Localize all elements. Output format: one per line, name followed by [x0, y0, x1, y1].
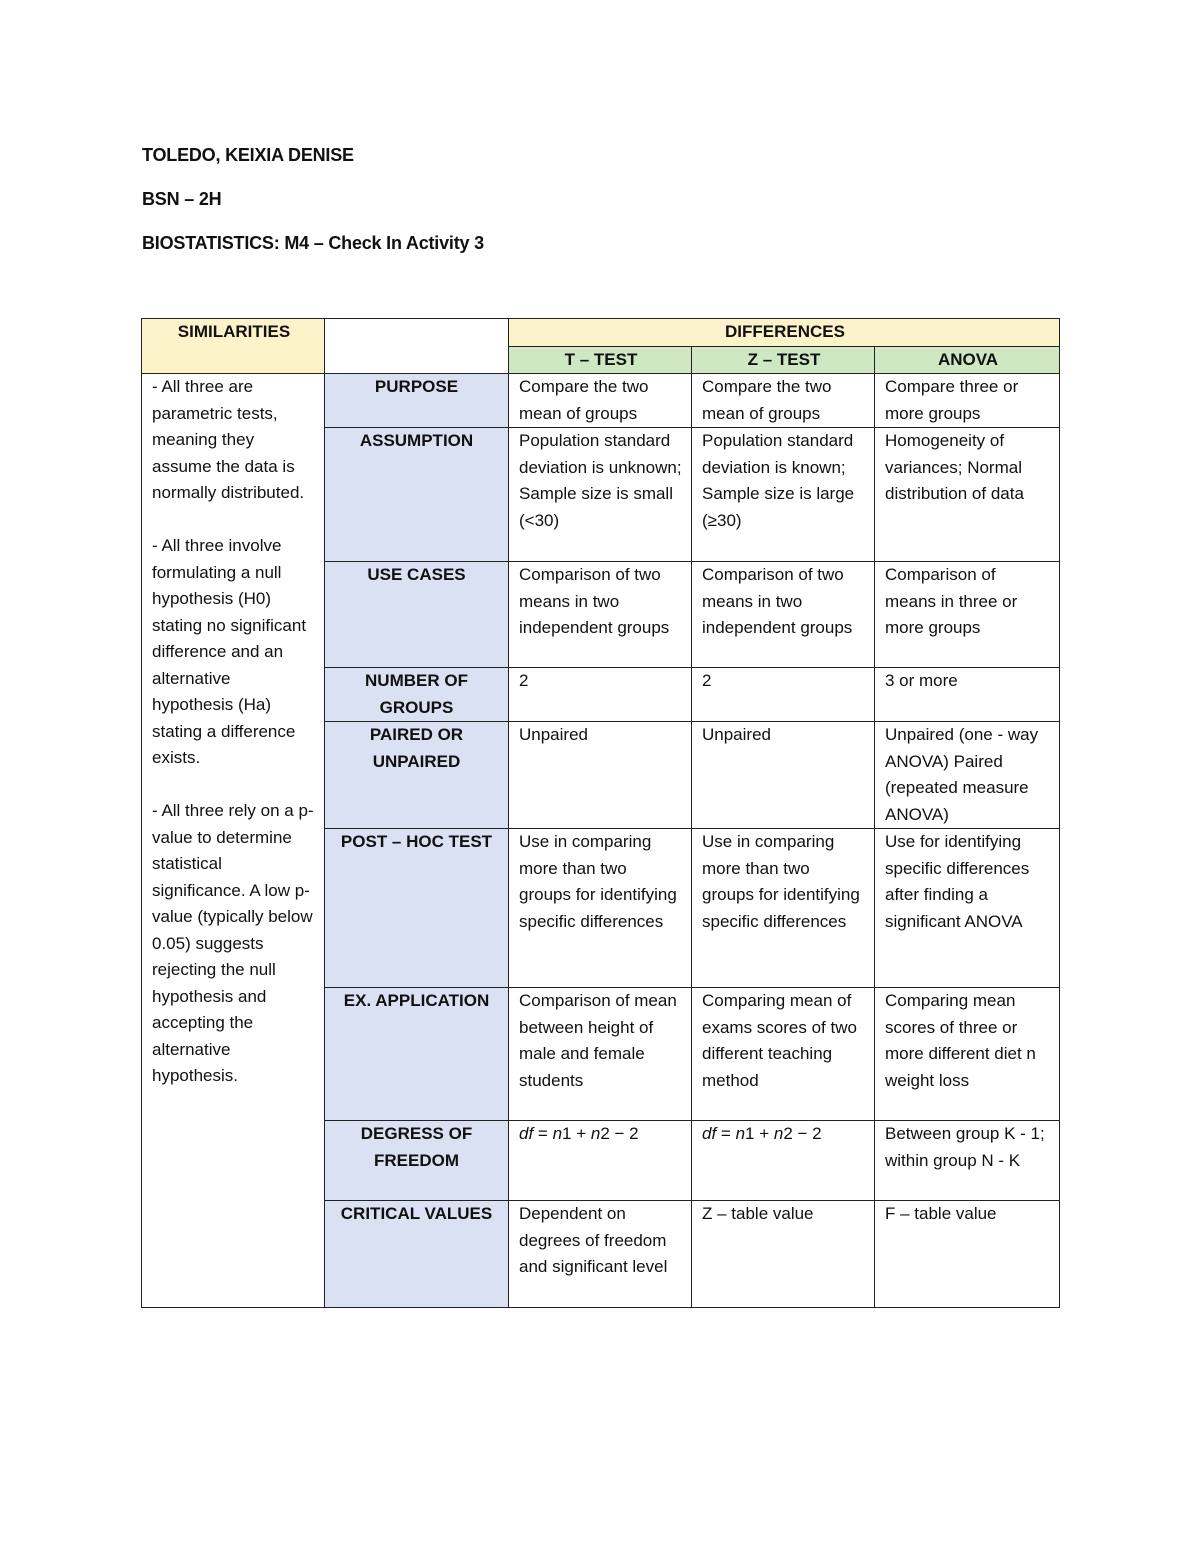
n-symbol: n — [735, 1124, 746, 1143]
formula-part: = — [716, 1124, 736, 1143]
z-test-cell — [692, 1121, 875, 1201]
t-test-cell: Use in comparing more than two groups for identifying specific differences — [509, 829, 692, 988]
blank-header-cell — [325, 319, 509, 374]
z-test-cell: 2 — [692, 668, 875, 722]
row-label-assumption: ASSUMPTION — [325, 428, 509, 562]
z-test-cell: Unpaired — [692, 722, 875, 829]
formula-part: 2 − 2 — [600, 1124, 639, 1143]
row-label-post-hoc-test: POST – HOC TEST — [325, 829, 509, 988]
anova-cell: Between group K - 1; within group N - K — [875, 1121, 1060, 1201]
student-name: TOLEDO, KEIXIA DENISE — [142, 145, 354, 165]
anova-cell: Compare three or more groups — [875, 374, 1060, 428]
t-test-cell: Comparison of two means in two independent groups — [509, 562, 692, 668]
similarity-item: - All three rely on a p-value to determine statistical significance. A low p-value (typically below 0.05) suggests rejecting the null hypothesis and accepting the alternative hypothesis. — [152, 801, 314, 1085]
similarities-cell — [142, 374, 325, 1308]
z-test-cell: Use in comparing more than two groups for identifying specific differences — [692, 829, 875, 988]
t-test-cell: 2 — [509, 668, 692, 722]
formula-part: 2 − 2 — [783, 1124, 822, 1143]
column-header-anova: ANOVA — [875, 346, 1060, 374]
t-test-cell: Population standard deviation is unknown; Sample size is small (<30) — [509, 428, 692, 562]
t-test-cell: Compare the two mean of groups — [509, 374, 692, 428]
row-label-critical-values: CRITICAL VALUES — [325, 1201, 509, 1308]
anova-cell: Comparison of means in three or more groups — [875, 562, 1060, 668]
similarities-header: SIMILARITIES — [142, 319, 325, 374]
activity-title: BIOSTATISTICS: M4 – Check In Activity 3 — [142, 233, 484, 253]
z-test-cell: Compare the two mean of groups — [692, 374, 875, 428]
t-test-cell — [509, 1121, 692, 1201]
anova-cell: F – table value — [875, 1201, 1060, 1308]
column-header-z-test: Z – TEST — [692, 346, 875, 374]
anova-cell: Comparing mean scores of three or more different diet n weight loss — [875, 988, 1060, 1121]
similarity-item: - All three involve formulating a null hypothesis (H0) stating no significant difference and an alternative hypothesis (Ha) stating a difference exists. — [152, 536, 307, 767]
df-symbol: df — [519, 1124, 534, 1143]
anova-cell: Unpaired (one - way ANOVA) Paired (repeated measure ANOVA) — [875, 722, 1060, 829]
row-label-ex-application: EX. APPLICATION — [325, 988, 509, 1121]
row-label-purpose: PURPOSE — [325, 374, 509, 428]
df-symbol: df — [702, 1124, 717, 1143]
table-header-row — [142, 319, 1060, 347]
similarity-item: - All three are parametric tests, meaning they assume the data is normally distributed. — [152, 377, 305, 502]
row-label-degrees-of-freedom: DEGRESS OF FREEDOM — [325, 1121, 509, 1201]
z-test-cell: Z – table value — [692, 1201, 875, 1308]
student-section: BSN – 2H — [142, 189, 222, 209]
anova-cell: 3 or more — [875, 668, 1060, 722]
differences-header: DIFFERENCES — [509, 319, 1060, 347]
formula-part: 1 + — [745, 1124, 774, 1143]
anova-cell: Homogeneity of variances; Normal distribution of data — [875, 428, 1060, 562]
anova-cell: Use for identifying specific differences after finding a significant ANOVA — [875, 829, 1060, 988]
row-label-use-cases: USE CASES — [325, 562, 509, 668]
n-symbol: n — [552, 1124, 563, 1143]
z-test-cell: Comparing mean of exams scores of two different teaching method — [692, 988, 875, 1121]
z-test-cell: Population standard deviation is known; Sample size is large (≥30) — [692, 428, 875, 562]
n-symbol: n — [590, 1124, 601, 1143]
comparison-table — [141, 318, 1060, 1308]
formula-part: = — [533, 1124, 553, 1143]
t-test-cell: Unpaired — [509, 722, 692, 829]
table-row — [142, 374, 1060, 428]
formula-part: 1 + — [562, 1124, 591, 1143]
row-label-number-of-groups: NUMBER OF GROUPS — [325, 668, 509, 722]
column-header-t-test: T – TEST — [509, 346, 692, 374]
n-symbol: n — [773, 1124, 784, 1143]
z-test-cell: Comparison of two means in two independent groups — [692, 562, 875, 668]
t-test-cell: Dependent on degrees of freedom and significant level — [509, 1201, 692, 1308]
row-label-paired-or-unpaired: PAIRED OR UNPAIRED — [325, 722, 509, 829]
t-test-cell: Comparison of mean between height of male and female students — [509, 988, 692, 1121]
